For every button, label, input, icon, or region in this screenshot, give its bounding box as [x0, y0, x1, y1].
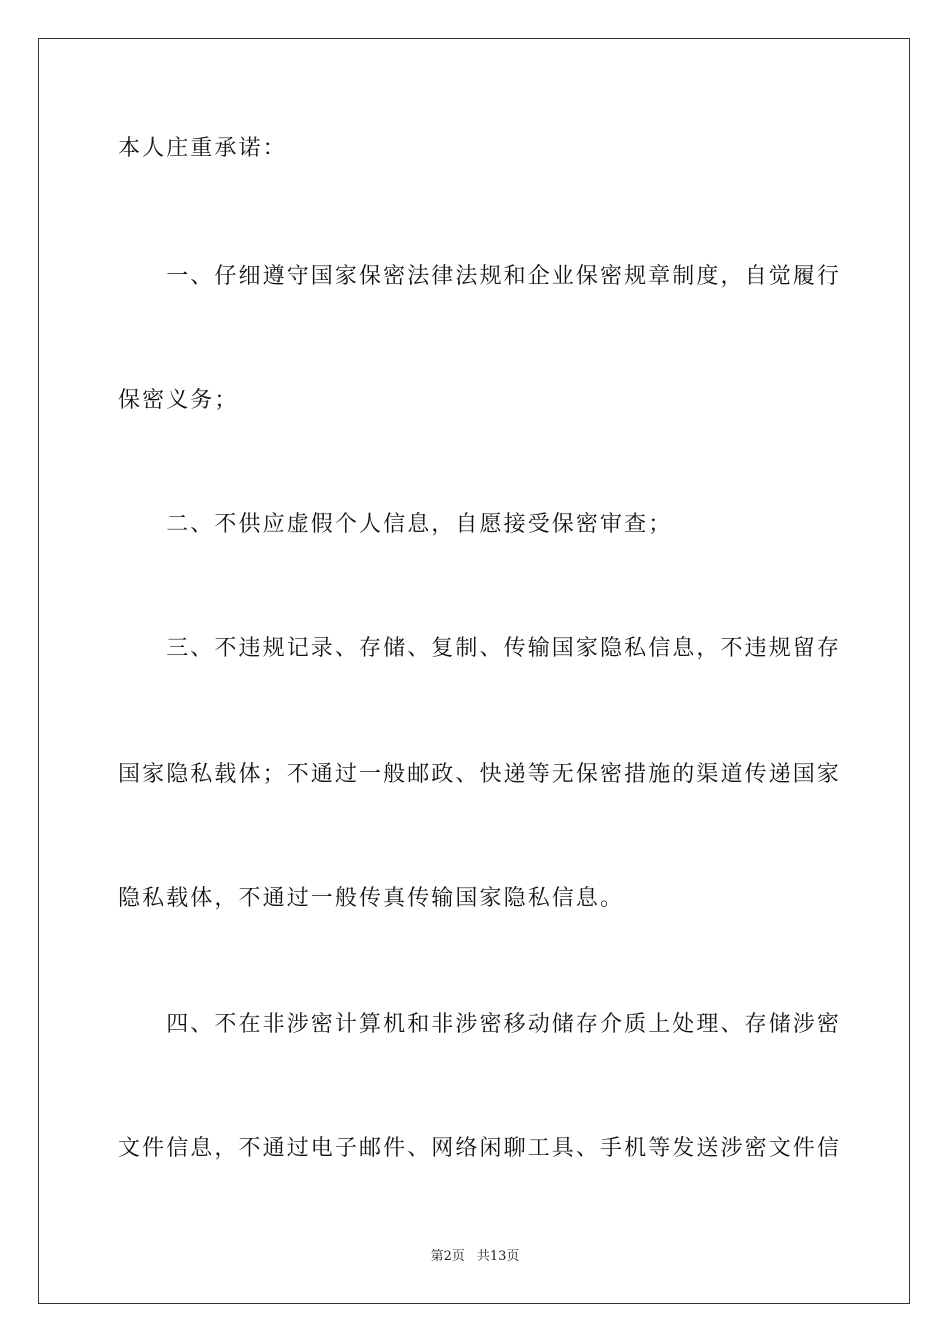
text-line-7: 隐私载体，不通过一般传真传输国家隐私信息。 — [118, 886, 625, 911]
page-border — [38, 38, 910, 1304]
text-line-4: 二、不供应虚假个人信息，自愿接受保密审查； — [118, 512, 673, 537]
page-total: 共13页 — [476, 1249, 520, 1264]
text-line-1: 本人庄重承诺： — [118, 136, 287, 161]
text-line-6: 国家隐私载体；不通过一般邮政、快递等无保密措施的渠道传递国家 — [118, 762, 842, 787]
text-line-2: 一、仔细遵守国家保密法律法规和企业保密规章制度，自觉履行 — [118, 264, 842, 289]
text-line-3: 保密义务； — [118, 388, 239, 413]
text-line-9: 文件信息，不通过电子邮件、网络闲聊工具、手机等发送涉密文件信 — [118, 1136, 842, 1161]
text-line-8: 四、不在非涉密计算机和非涉密移动储存介质上处理、存储涉密 — [118, 1012, 842, 1037]
text-line-5: 三、不违规记录、存储、复制、传输国家隐私信息，不违规留存 — [118, 636, 842, 661]
page-footer — [0, 1248, 950, 1266]
page-number: 第2页 — [430, 1249, 465, 1264]
